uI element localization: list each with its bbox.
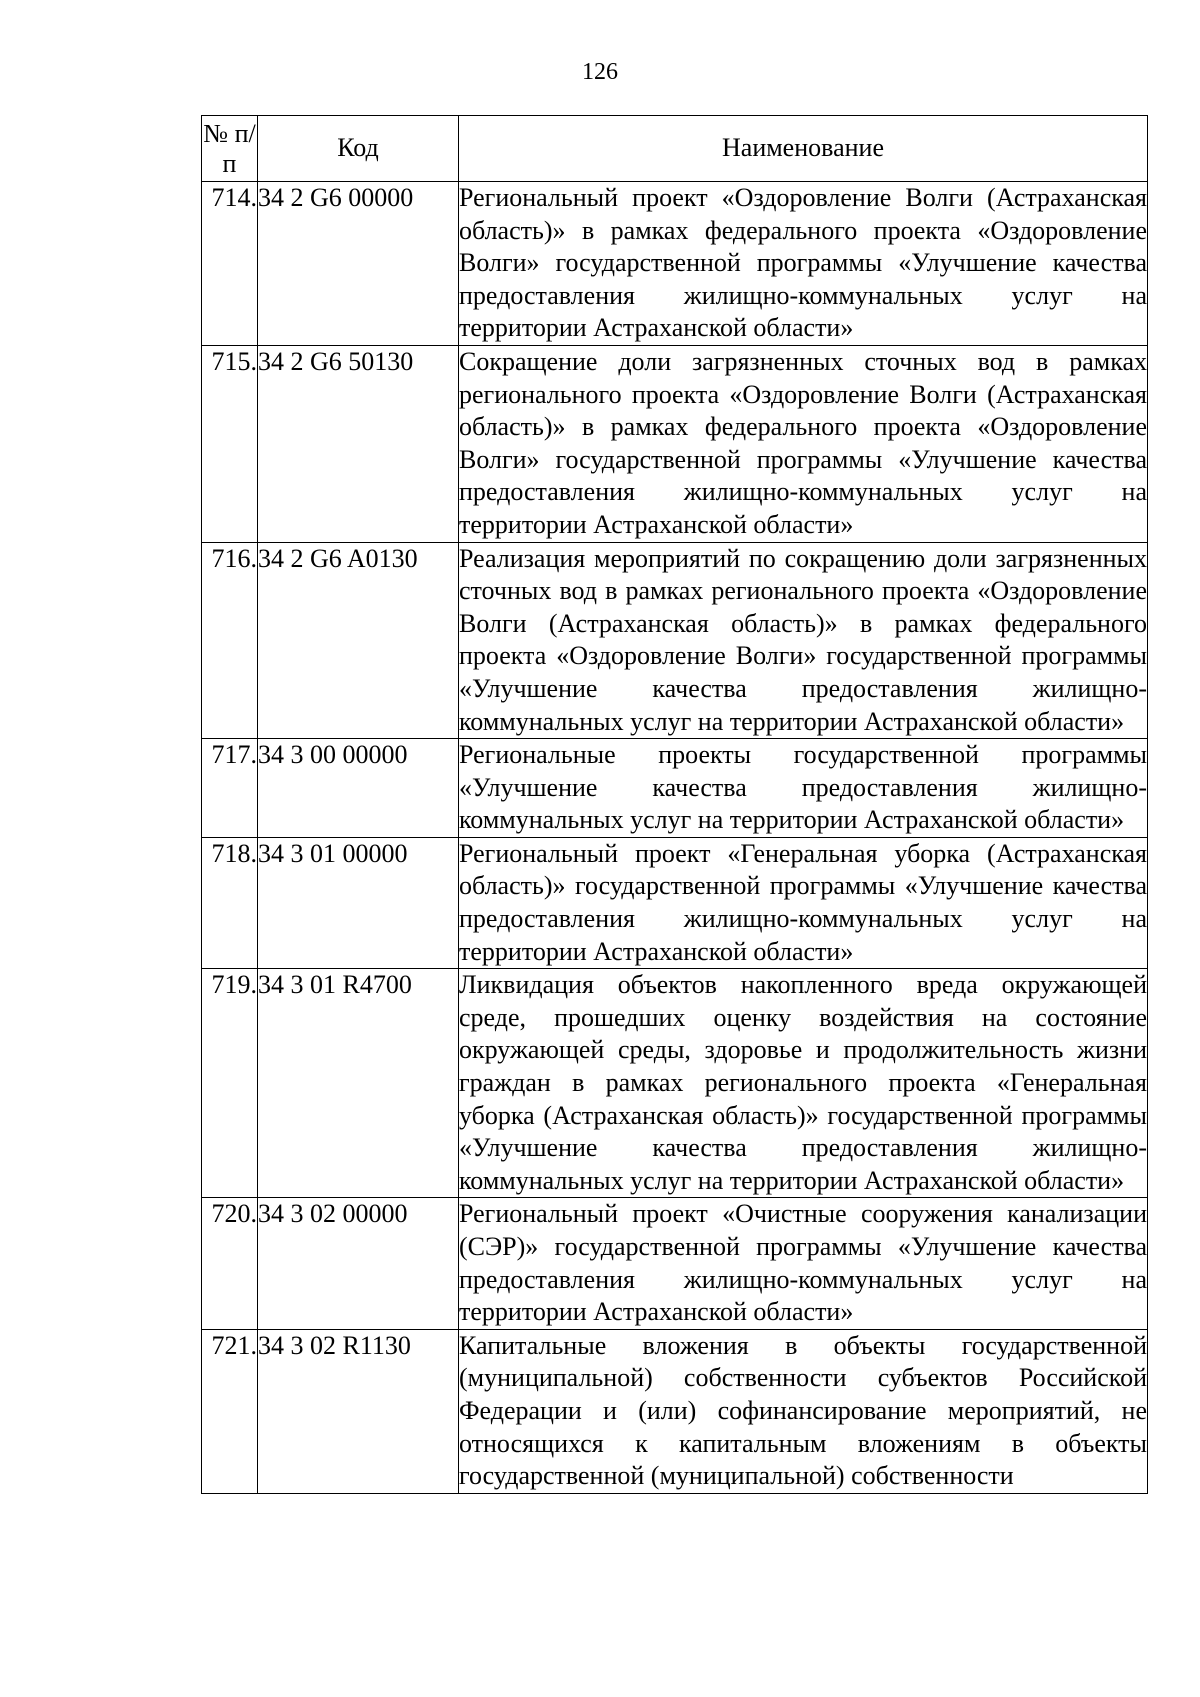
row-name: Реализация мероприятий по сокращению доли загрязненных сточных вод в рамках регионального проекта «Оздоровление Волги (Астраханская область)» в рамках федерального проекта «Оздоровление Волги» государственной программы «Улучшение качества предоставления жилищно-коммунальных услуг на территории Астраханской области» (459, 542, 1148, 739)
table-row (202, 969, 1148, 1198)
table-row (202, 1329, 1148, 1493)
row-name: Региональный проект «Оздоровление Волги (Астраханская область)» в рамках федерального проекта «Оздоровление Волги» государственной программы «Улучшение качества предоставления жилищно-коммунальных услуг на территории Астраханской области» (459, 182, 1148, 346)
row-number: 720. (202, 1198, 258, 1329)
row-name: Региональные проекты государственной программы «Улучшение качества предоставления жилищно-коммунальных услуг на территории Астраханской области» (459, 739, 1148, 838)
row-code: 34 3 02 00000 (258, 1198, 459, 1329)
row-number: 718. (202, 837, 258, 968)
row-code: 34 3 00 00000 (258, 739, 459, 838)
table-row (202, 739, 1148, 838)
row-number: 714. (202, 182, 258, 346)
row-name: Капитальные вложения в объекты государственной (муниципальной) собственности субъектов Российской Федерации и (или) софинансирование мероприятий, не относящихся к капитальным вложениям в объекты государственной (муниципальной) собственности (459, 1329, 1148, 1493)
page-number: 126 (582, 59, 618, 85)
table-row (202, 542, 1148, 739)
row-name: Ликвидация объектов накопленного вреда окружающей среде, прошедших оценку воздействия на состояние окружающей среды, здоровье и продолжительность жизни граждан в рамках регионального проекта «Генеральная уборка (Астраханская область)» государственной программы «Улучшение качества предоставления жилищно-коммунальных услуг на территории Астраханской области» (459, 969, 1148, 1198)
registry-table (201, 115, 1148, 1494)
row-name: Региональный проект «Генеральная уборка (Астраханская область)» государственной программы «Улучшение качества предоставления жилищно-коммунальных услуг на территории Астраханской области» (459, 837, 1148, 968)
table-row (202, 345, 1148, 542)
row-code: 34 3 01 00000 (258, 837, 459, 968)
row-code: 34 2 G6 A0130 (258, 542, 459, 739)
header-name: Наименование (459, 116, 1148, 182)
row-code: 34 3 02 R1130 (258, 1329, 459, 1493)
row-number: 719. (202, 969, 258, 1198)
row-code: 34 2 G6 50130 (258, 345, 459, 542)
row-number: 721. (202, 1329, 258, 1493)
row-number: 715. (202, 345, 258, 542)
row-name: Сокращение доли загрязненных сточных вод в рамках регионального проекта «Оздоровление Волги (Астраханская область)» в рамках федерального проекта «Оздоровление Волги» государственной программы «Улучшение качества предоставления жилищно-коммунальных услуг на территории Астраханской области» (459, 345, 1148, 542)
row-number: 716. (202, 542, 258, 739)
header-code: Код (258, 116, 459, 182)
row-name: Региональный проект «Очистные сооружения канализации (СЭР)» государственной программы «Улучшение качества предоставления жилищно-коммунальных услуг на территории Астраханской области» (459, 1198, 1148, 1329)
table-row (202, 837, 1148, 968)
header-number: № п/п (202, 116, 258, 182)
table-row (202, 1198, 1148, 1329)
table-row (202, 182, 1148, 346)
row-code: 34 3 01 R4700 (258, 969, 459, 1198)
row-code: 34 2 G6 00000 (258, 182, 459, 346)
row-number: 717. (202, 739, 258, 838)
table-header-row (202, 116, 1148, 182)
